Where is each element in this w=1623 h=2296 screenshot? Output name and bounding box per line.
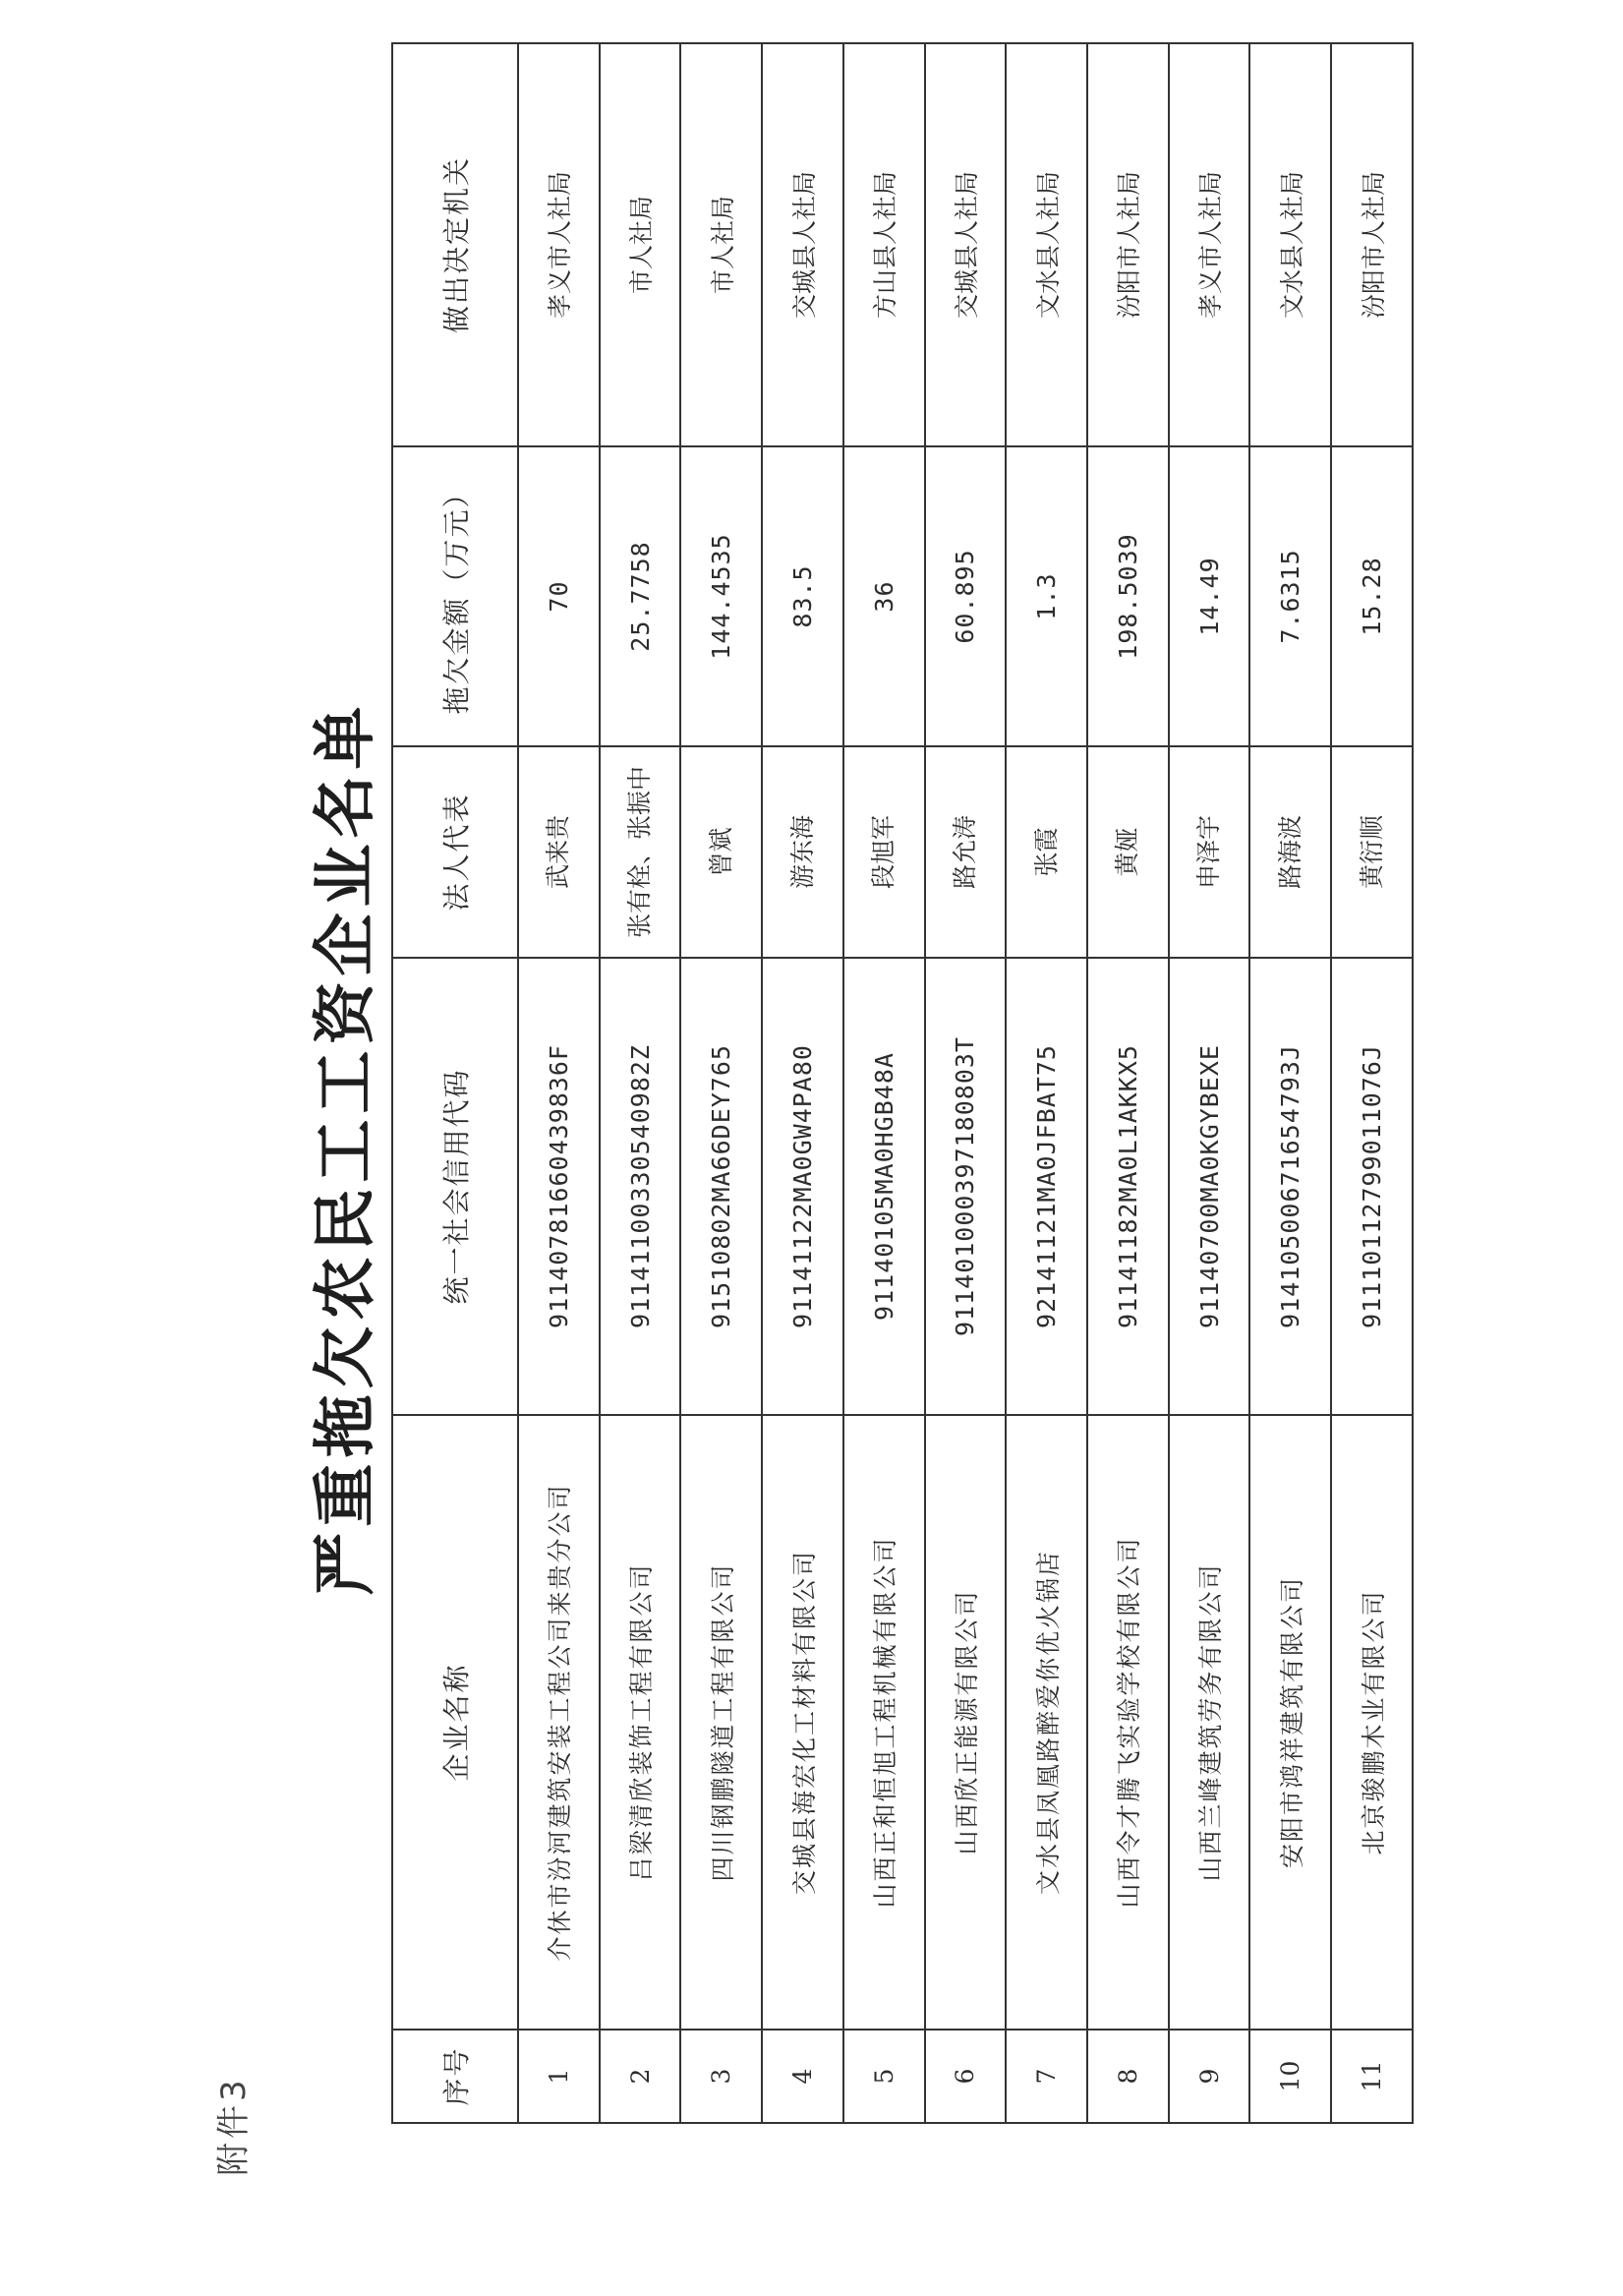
row-index-cell: 11	[1331, 2030, 1413, 2123]
header-index: 序号	[392, 2030, 518, 2123]
company-name-cell: 山西正和恒旭工程机械有限公司	[843, 1415, 925, 2030]
deciding-authority-cell: 方山县人社局	[843, 43, 925, 446]
deciding-authority-cell: 孝义市人社局	[1169, 43, 1250, 446]
enterprise-table	[391, 42, 1414, 2124]
deciding-authority-cell: 交城县人社局	[925, 43, 1007, 446]
table-row	[1331, 43, 1413, 2123]
company-name-cell: 北京骏鹏木业有限公司	[1331, 1415, 1413, 2030]
legal-representative-cell: 段旭军	[843, 746, 925, 958]
legal-representative-cell: 路允涛	[925, 746, 1007, 958]
company-name-cell: 山西兰峰建筑劳务有限公司	[1169, 1415, 1250, 2030]
arrears-amount-cell: 15.28	[1331, 446, 1413, 746]
row-index-cell: 3	[680, 2030, 762, 2123]
credit-code-cell: 91140781660439836F	[518, 958, 600, 1415]
row-index-cell: 8	[1087, 2030, 1169, 2123]
deciding-authority-cell: 孝义市人社局	[518, 43, 600, 446]
arrears-amount-cell: 7.6315	[1249, 446, 1331, 746]
company-name-cell: 文水县凤凰路醉爱你优火锅店	[1006, 1415, 1087, 2030]
arrears-amount-cell: 60.895	[925, 446, 1007, 746]
table-row	[1006, 43, 1087, 2123]
legal-representative-cell: 武来贵	[518, 746, 600, 958]
header-authority: 做出决定机关	[392, 43, 518, 446]
company-name-cell: 山西令才腾飞实验学校有限公司	[1087, 1415, 1169, 2030]
arrears-amount-cell: 1.3	[1006, 446, 1087, 746]
company-name-cell: 介休市汾河建筑安装工程公司来贵分公司	[518, 1415, 600, 2030]
table-row	[843, 43, 925, 2123]
header-company-name: 企业名称	[392, 1415, 518, 2030]
legal-representative-cell: 黄衍顺	[1331, 746, 1413, 958]
arrears-amount-cell: 25.7758	[600, 446, 681, 746]
table-header-row	[392, 43, 518, 2123]
deciding-authority-cell: 文水县人社局	[1249, 43, 1331, 446]
credit-code-cell: 91110112799011076J	[1331, 958, 1413, 1415]
company-name-cell: 交城县海宏化工材料有限公司	[762, 1415, 843, 2030]
deciding-authority-cell: 市人社局	[600, 43, 681, 446]
row-index-cell: 4	[762, 2030, 843, 2123]
row-index-cell: 7	[1006, 2030, 1087, 2123]
deciding-authority-cell: 文水县人社局	[1006, 43, 1087, 446]
header-credit-code: 统一社会信用代码	[392, 958, 518, 1415]
table-row	[762, 43, 843, 2123]
arrears-amount-cell: 144.4535	[680, 446, 762, 746]
row-index-cell: 1	[518, 2030, 600, 2123]
arrears-amount-cell: 36	[843, 446, 925, 746]
credit-code-cell: 91141100330540982Z	[600, 958, 681, 1415]
legal-representative-cell: 张有栓、张振中	[600, 746, 681, 958]
table-row	[600, 43, 681, 2123]
company-name-cell: 吕梁清欣装饰工程有限公司	[600, 1415, 681, 2030]
row-index-cell: 9	[1169, 2030, 1250, 2123]
credit-code-cell: 91410500671654793J	[1249, 958, 1331, 1415]
legal-representative-cell: 游东海	[762, 746, 843, 958]
table-body	[518, 43, 1413, 2123]
table-row	[1249, 43, 1331, 2123]
legal-representative-cell: 申泽宇	[1169, 746, 1250, 958]
table-row	[925, 43, 1007, 2123]
deciding-authority-cell: 市人社局	[680, 43, 762, 446]
table-row	[518, 43, 600, 2123]
company-name-cell: 山西欣正能源有限公司	[925, 1415, 1007, 2030]
company-name-cell: 四川钢鹏隧道工程有限公司	[680, 1415, 762, 2030]
credit-code-cell: 91141182MA0L1AKKX5	[1087, 958, 1169, 1415]
credit-code-cell: 92141121MA0JFBAT75	[1006, 958, 1087, 1415]
row-index-cell: 2	[600, 2030, 681, 2123]
legal-representative-cell: 曾斌	[680, 746, 762, 958]
company-name-cell: 安阳市鸿祥建筑有限公司	[1249, 1415, 1331, 2030]
deciding-authority-cell: 汾阳市人社局	[1087, 43, 1169, 446]
deciding-authority-cell: 汾阳市人社局	[1331, 43, 1413, 446]
credit-code-cell: 91140700MA0KGYBEXE	[1169, 958, 1250, 1415]
credit-code-cell: 911401000397180803T	[925, 958, 1007, 1415]
attachment-label: 附件3	[214, 2076, 254, 2176]
arrears-amount-cell: 70	[518, 446, 600, 746]
row-index-cell: 6	[925, 2030, 1007, 2123]
table-row	[680, 43, 762, 2123]
arrears-amount-cell: 83.5	[762, 446, 843, 746]
credit-code-cell: 91141122MA0GW4PA80	[762, 958, 843, 1415]
document-title: 严重拖欠农民工工资企业名单	[310, 700, 382, 1596]
header-legal-rep: 法人代表	[392, 746, 518, 958]
table-row	[1169, 43, 1250, 2123]
legal-representative-cell: 路海波	[1249, 746, 1331, 958]
credit-code-cell: 91140105MA0HGB48A	[843, 958, 925, 1415]
credit-code-cell: 91510802MA66DEY765	[680, 958, 762, 1415]
row-index-cell: 5	[843, 2030, 925, 2123]
legal-representative-cell: 黄娅	[1087, 746, 1169, 958]
legal-representative-cell: 张霞	[1006, 746, 1087, 958]
row-index-cell: 10	[1249, 2030, 1331, 2123]
arrears-amount-cell: 198.5039	[1087, 446, 1169, 746]
table-row	[1087, 43, 1169, 2123]
header-amount: 拖欠金额（万元）	[392, 446, 518, 746]
arrears-amount-cell: 14.49	[1169, 446, 1250, 746]
deciding-authority-cell: 交城县人社局	[762, 43, 843, 446]
